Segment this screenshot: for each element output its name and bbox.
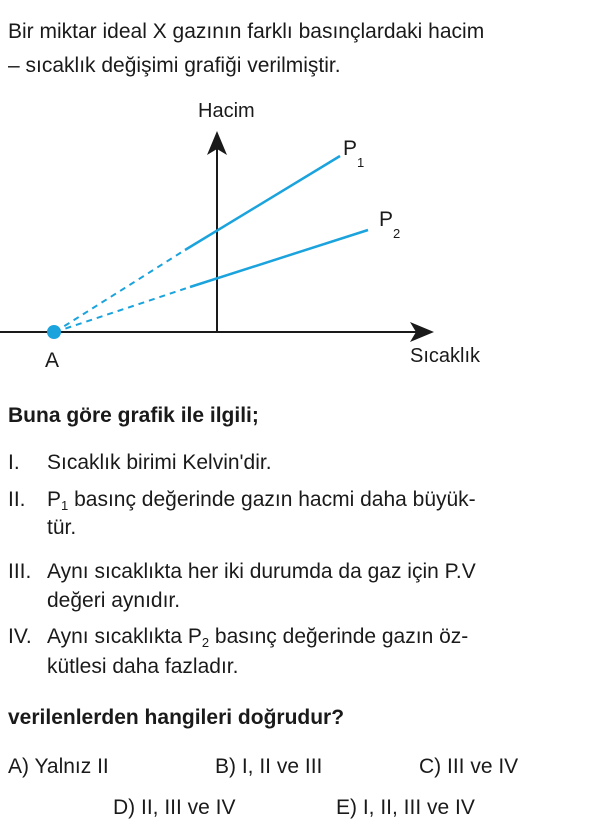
- statement-1-text: Sıcaklık birimi Kelvin'dir.: [47, 451, 272, 474]
- statement-4-line-1: Aynı sıcaklıkta $P_2$ basınç değerinde gazın öz-: [47, 625, 469, 650]
- p1-label: $P_1$: [343, 137, 365, 170]
- origin-label: A: [45, 349, 60, 372]
- statement-2-line-2: tür.: [47, 516, 77, 539]
- intro-line-1: Bir miktar ideal X gazının farklı basınçlardaki hacim: [8, 20, 485, 43]
- statement-4-number: IV.: [8, 625, 32, 648]
- option-c[interactable]: C) III ve IV: [419, 755, 519, 778]
- statement-3-number: III.: [8, 560, 32, 583]
- statement-4-line-2: kütlesi daha fazladır.: [47, 655, 239, 678]
- p1-dashed-extrapolation: [55, 250, 185, 332]
- intro-line-2: – sıcaklık değişimi grafiği verilmiştir.: [8, 54, 341, 77]
- question-closing: verilenlerden hangileri doğrudur?: [8, 706, 345, 729]
- volume-temperature-graph: [0, 95, 601, 375]
- p1-line: [185, 156, 340, 250]
- option-b[interactable]: B) I, II ve III: [215, 755, 323, 778]
- y-axis-label: Hacim: [198, 100, 255, 122]
- question-prompt: Buna göre grafik ile ilgili;: [8, 404, 259, 427]
- statement-3-line-1: Aynı sıcaklıkta her iki durumda da gaz için P.V: [47, 560, 476, 583]
- statement-2-line-1: $P_1$ basınç değerinde gazın hacmi daha büyük-: [47, 488, 476, 513]
- point-a: [47, 325, 61, 339]
- statement-1-number: I.: [8, 451, 20, 474]
- x-axis-label: Sıcaklık: [410, 345, 481, 367]
- option-a[interactable]: A) Yalnız II: [8, 755, 109, 778]
- option-e[interactable]: E) I, II, III ve IV: [336, 796, 475, 819]
- option-d[interactable]: D) II, III ve IV: [113, 796, 236, 819]
- statement-3-line-2: değeri aynıdır.: [47, 589, 181, 612]
- p2-dashed-extrapolation: [55, 287, 190, 332]
- statement-2-number: II.: [8, 488, 26, 511]
- p2-label: $P_2$: [379, 208, 401, 241]
